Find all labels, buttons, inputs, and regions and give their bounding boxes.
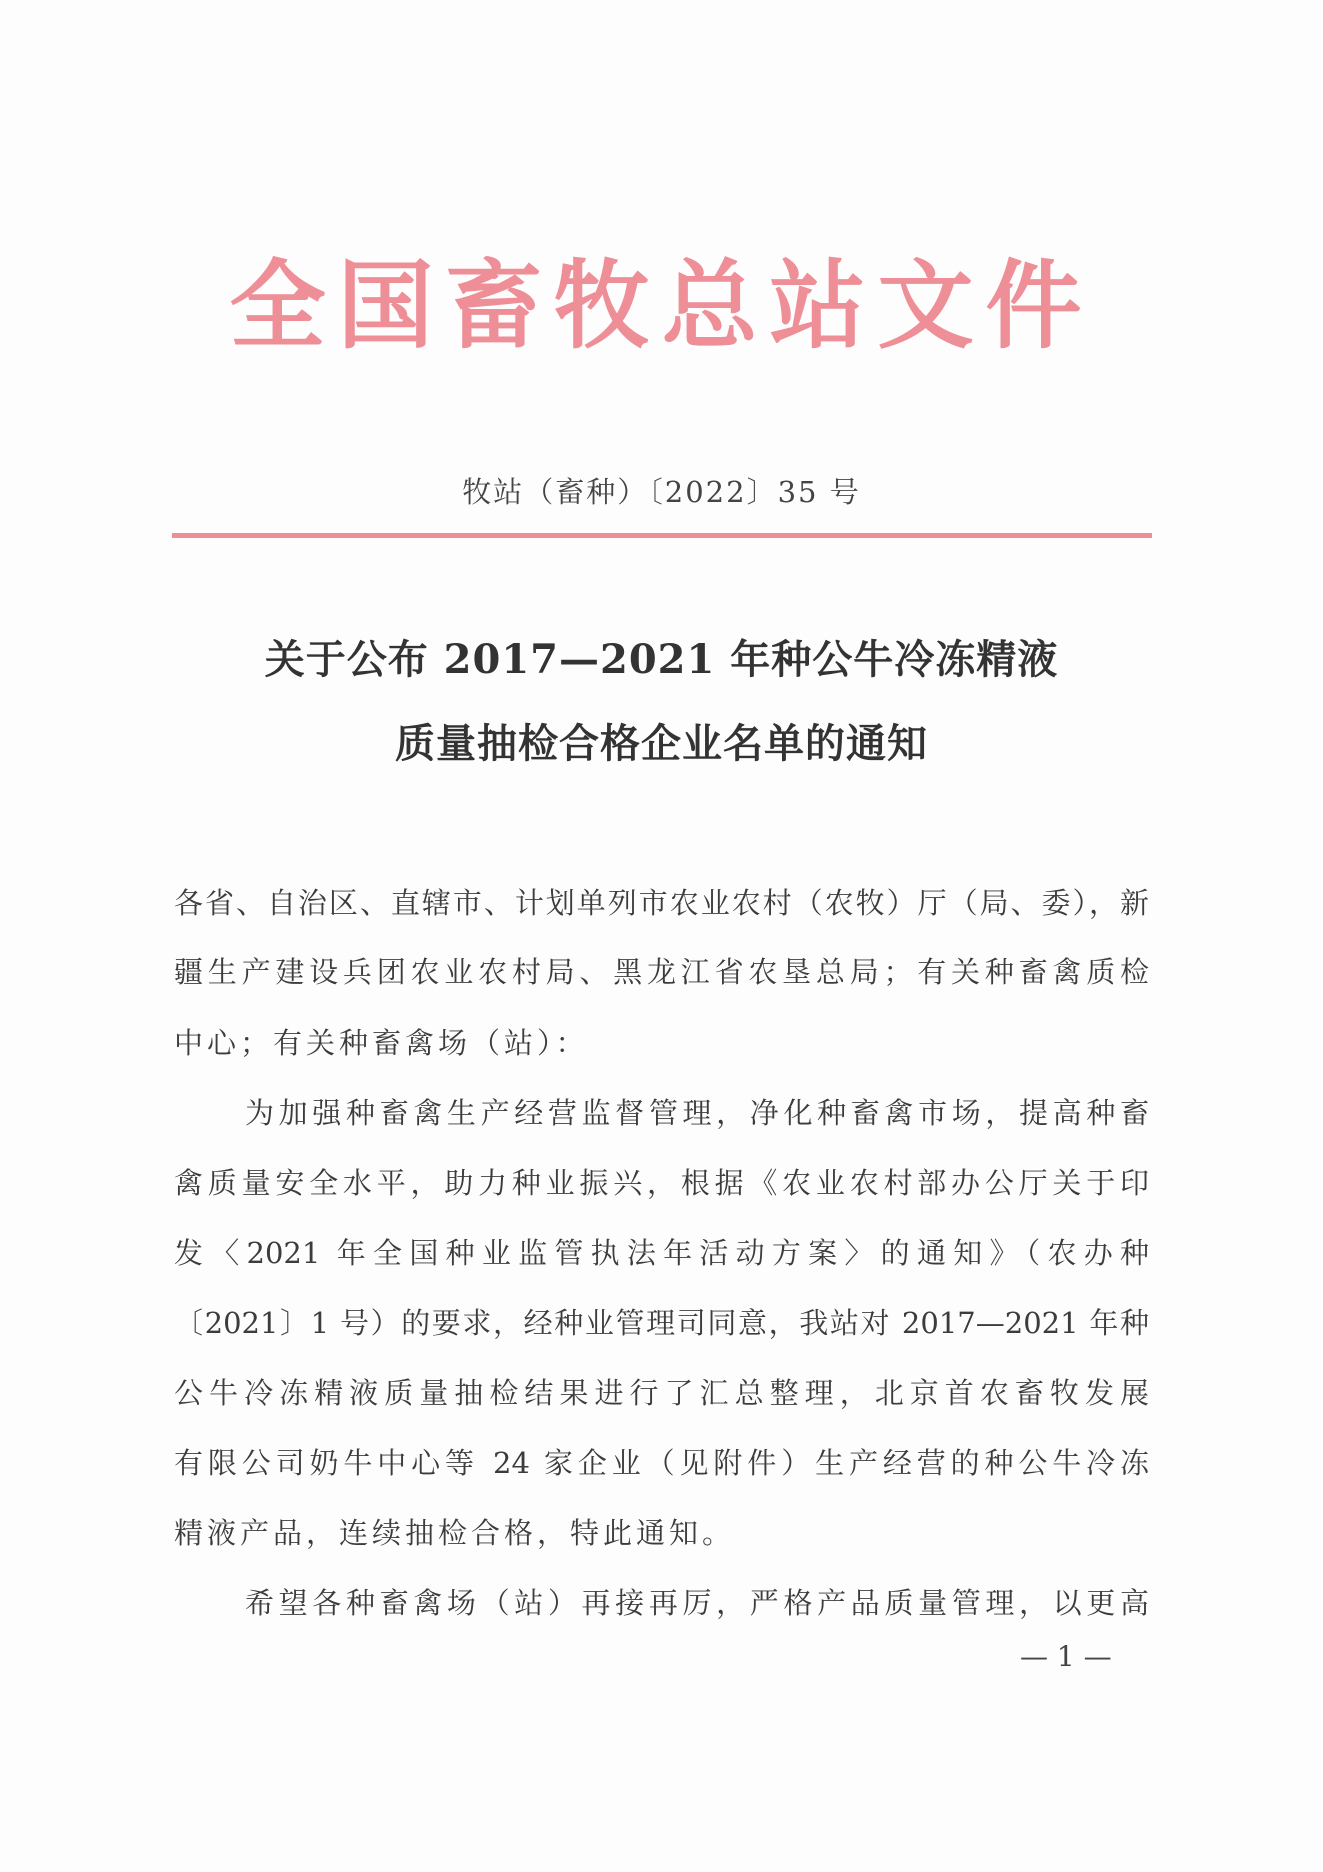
recipients-line-3: 中心；有关种畜禽场（站）： bbox=[174, 1026, 589, 1060]
recipients-line-2: 疆生产建设兵团农业农村局、黑龙江省农垦总局；有关种畜禽质检 bbox=[174, 955, 1149, 989]
document-title-line-1: 关于公布 2017—2021 年种公牛冷冻精液 bbox=[264, 636, 1059, 683]
masthead-title: 全国畜牧总站文件 bbox=[229, 250, 1094, 362]
paragraph-1-line-5: 公牛冷冻精液质量抽检结果进行了汇总整理，北京首农畜牧发展 bbox=[174, 1376, 1149, 1410]
paragraph-1-line-6: 有限公司奶牛中心等 24 家企业（见附件）生产经营的种公牛冷冻 bbox=[174, 1446, 1149, 1480]
recipients-line-1: 各省、自治区、直辖市、计划单列市农业农村（农牧）厅（局、委），新 bbox=[174, 886, 1149, 920]
document-title-line-2: 质量抽检合格企业名单的通知 bbox=[395, 720, 928, 767]
paragraph-1-line-3: 发〈2021 年全国种业监管执法年活动方案〉的通知》（农办种 bbox=[174, 1236, 1149, 1270]
paragraph-1-line-1: 为加强种畜禽生产经营监督管理，净化种畜禽市场，提高种畜 bbox=[245, 1096, 1149, 1130]
red-divider-rule bbox=[172, 533, 1152, 538]
document-number: 牧站（畜种）〔2022〕35 号 bbox=[462, 475, 861, 509]
page-number: — 1 — bbox=[1020, 1640, 1112, 1673]
paragraph-2-line-1: 希望各种畜禽场（站）再接再厉，严格产品质量管理，以更高 bbox=[245, 1586, 1149, 1620]
paragraph-1-line-2: 禽质量安全水平，助力种业振兴，根据《农业农村部办公厅关于印 bbox=[174, 1166, 1149, 1200]
paragraph-1-line-4: 〔2021〕1 号）的要求，经种业管理司同意，我站对 2017—2021 年种 bbox=[174, 1306, 1149, 1340]
paragraph-1-line-7: 精液产品，连续抽检合格，特此通知。 bbox=[174, 1516, 736, 1550]
